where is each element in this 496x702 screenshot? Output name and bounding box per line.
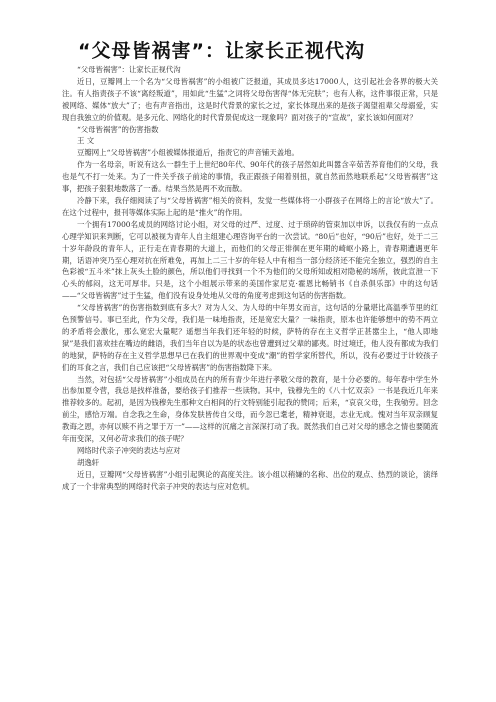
article-body xyxy=(62,64,438,493)
body-paragraph: “父母皆祸害”的伤害指数到底有多大？对为人父、为人母的中年男女而言，这句话的分量堪比高温季节里的红色预警信号。事已至此，作为父母，我们是一味地指责，还是宽宏大量？一味指责，原本也许能够想中的势不两立的矛盾将会激化，那么宽宏大量呢？遥想当年我们还年轻的时候，萨特的存在主义哲学正甚嚣尘上，“他人即地狱”是我们喜欢挂在嘴边的雌语，我们当年自以为是的状态也曾遭到过父辈的鄙夷。时过境迁，他人没有都成为我们的地狱，萨特的存在主义哲学思想早已在我们的世界观中变成“潮”的哲学家所替代，所以，没有必要过于计较孩子们的耳食之言，我们自己应该把“父母皆祸害”的伤害指数降下来。 xyxy=(62,303,438,372)
author-2: 胡逸轩 xyxy=(77,457,100,467)
author-1: 王 文 xyxy=(77,136,95,146)
section-heading-1: “父母皆祸害”的伤害指数 xyxy=(77,124,159,134)
body-paragraph: 一个拥有17000名成员的网络讨论小组，对父母的过严、过度、过于琐碎的管束加以申诉，以我仅有的一点点心理学知识来判断，它可以被视为青年人自主组建心理咨询平台的一次尝试。“80后”也好，“90后”也好，处于二三十岁年龄段的青年人，正行走在青春期的大道上，而他们的父母正徘徊在更年期的崎岖小路上，青春期遭遇更年期，话语冲突乃至心理对抗在所难免，再加上二三十岁的年轻人中有相当一部分经济还不能完全独立，强烈的自主色彩被“五斗米”抹上灰头土脸的颜色，所以他们寻找到一个不为他们的父母所知或相对隐秘的场所，彼此宣泄一下心头的郁闷，这无可厚非。只是，这个小组展示带来的美国作家尼克·霍恩比畅销书《自杀俱乐部》中的这句话——“父母皆祸害”过于生猛，他们没有设身处地从父母的角度考虑到这句话的伤害指数。 xyxy=(62,219,438,301)
body-paragraph: 当然，对包括“父母皆祸害”小组成员在内的所有青少年进行孝敬父母的教育，是十分必要的。每年春中学生外出参加夏令营，我总是找样准备，要给孩子们推荐一些读物。其中，钱穆先生的《八十忆双亲》一书是我近几年来推荐较多的。起初，是因为钱穆先生那种文白相间的行文特别能引起我的赞同；后来，“哀哀父母，生我劬劳。回念前尘，感恰万端。自念我之生命，身体发肤皆传自父母，而今忽已耄老，精神衰退，志业无成。愧对当年双亲顾复教诲之恩，亦何以赎不肖之罪于万一”——这样的沉痛之言深深打动了我。既然我们自己对父母的感念之情也要随流年而变深，又何必苛求我们的孩子呢？ xyxy=(62,374,438,444)
body-paragraph: 豆瓣网上“父母皆祸害”小组被媒体报道后，指责它的声音铺天盖地。 xyxy=(77,148,299,158)
intro-paragraph: 近日，豆瓣网上一个名为“父母皆祸害”的小组被广泛报道，其成员多达17000人，这引起社会各界的极大关注。有人指责孩子不该“离经叛道”，用如此“生猛”之词将父母伤害得“体无完肤”；也有人称，这件事很正常，只是被网络、媒体“放大”了；也有声音指出，这是时代背景的家长之过，家长体现出来的是孩子渴望祖辈父母溺爱，实现自我独立的价值观。是多元化、网络化的时代背景促成这一现象吗？面对孩子的“宣战”，家长该如何面对？ xyxy=(62,76,438,122)
section-heading-2: 网络时代亲子冲突的表达与应对 xyxy=(77,446,181,455)
repeated-title: “父母皆祸害”：让家长正视代沟 xyxy=(77,65,181,74)
body-paragraph: 近日，豆瓣网“父母皆祸害”小组引起舆论的高度关注。该小组以稍嫌的名称、出位的观点、热烈的谈论，演绎成了一个非常典型的网络时代亲子冲突的表达与应对危机。 xyxy=(62,469,438,491)
page-title: “父母皆祸害”：让家长正视代沟 xyxy=(78,40,365,62)
body-paragraph: 冷静下来，我仔细阅读了与“父母皆祸害”相关的资料，发觉一些媒体将一小群孩子在网络上的言论“放大”了。在这个过程中，报刊等媒体实际上起的是“推火”的作用。 xyxy=(62,195,438,217)
body-paragraph: 作为一名母亲，听说有这么一群生于上世纪80年代、90年代的孩子居然如此叫嚣含辛茹苦养育他们的父母，我也是气不打一处来。为了一件关乎孩子前途的事情，我正跟孩子闹着别扭，就自然而然地联系起“父母皆祸害”这事，把孩子狠狠地数落了一番。结果当然是两不欢而散。 xyxy=(62,160,438,194)
